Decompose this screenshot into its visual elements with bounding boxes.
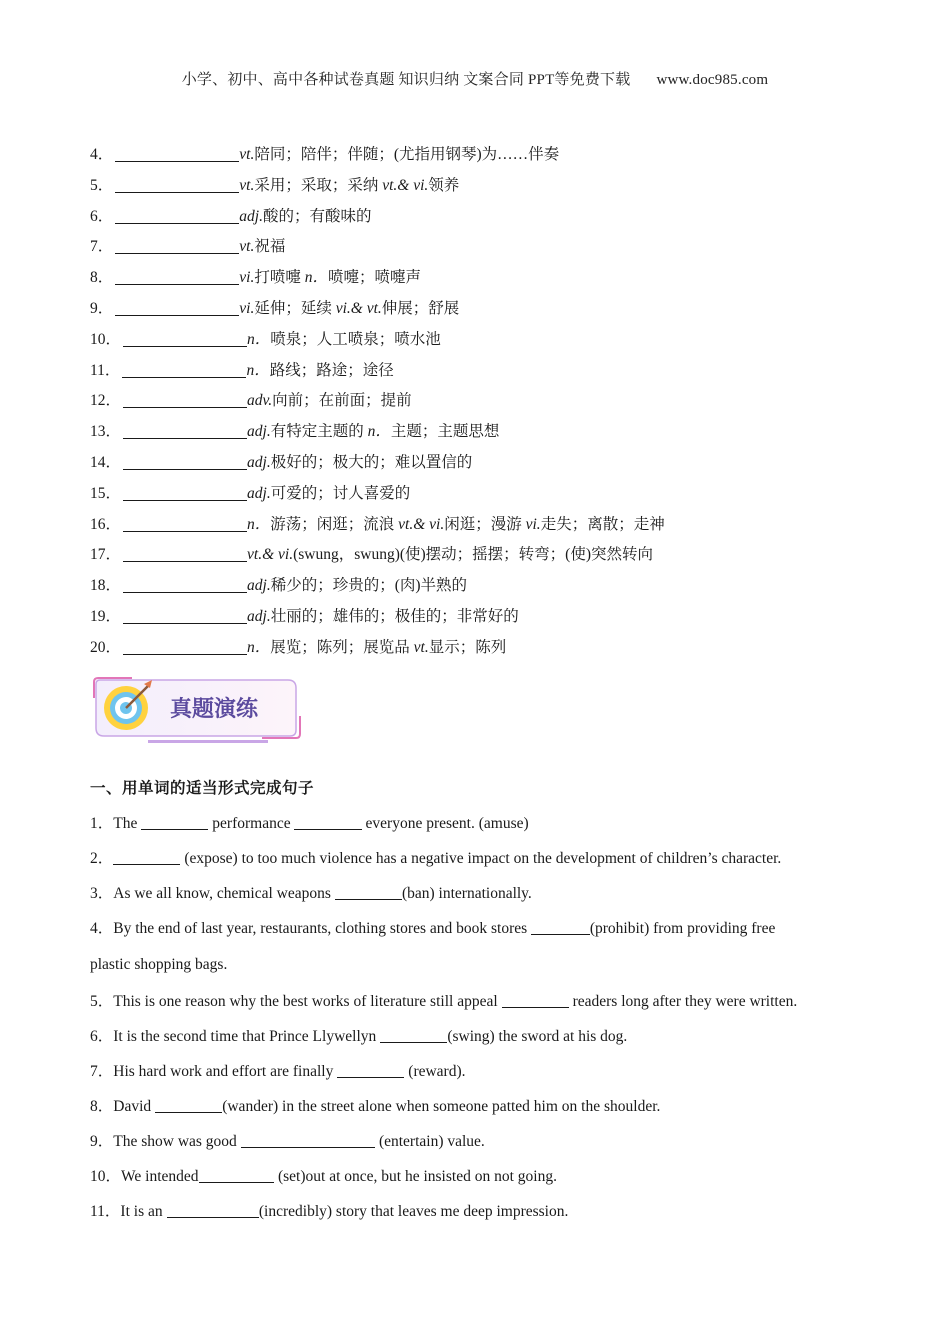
answer-blank[interactable]	[113, 849, 180, 865]
part-of-speech: adv.	[247, 392, 273, 410]
vocab-item	[90, 140, 890, 171]
part-of-speech: adj.	[247, 423, 271, 441]
answer-blank[interactable]	[123, 638, 247, 655]
vocab-number: 13．	[90, 423, 122, 441]
answer-blank[interactable]	[115, 268, 239, 285]
exercise-text: 2．	[90, 850, 114, 867]
exercise-text: readers long after they were written.	[568, 993, 798, 1010]
exercise-text: 4．By the end of last year, restaurants, clothing stores and book stores	[90, 920, 532, 937]
vocab-meaning: 领养	[428, 176, 460, 194]
part-of-speech: vt.	[239, 176, 255, 194]
vocab-meaning: 喷泉；人工喷泉；喷水池	[270, 330, 441, 348]
part-of-speech: vi.	[525, 515, 541, 533]
vocab-meaning: 极好的；极大的；难以置信的	[270, 453, 473, 471]
vocab-meaning: 有特定主题的	[270, 423, 368, 441]
vocab-number: 4．	[90, 146, 114, 163]
vocab-item	[90, 448, 890, 479]
exercise-text: 3．As we all know, chemical weapons	[90, 885, 335, 902]
part-of-speech: vt.	[239, 146, 255, 163]
vocab-number: 12．	[90, 392, 122, 410]
part-of-speech: vi.	[239, 299, 255, 317]
badge-label: 真题演练	[170, 697, 259, 722]
exercise-text: (incredibly) story that leaves me deep impression.	[258, 1203, 569, 1220]
part-of-speech: n．	[247, 638, 271, 656]
exercise-text: (set)out at once, but he insisted on not going.	[274, 1168, 557, 1185]
answer-blank[interactable]	[123, 545, 247, 562]
part-of-speech: n．	[247, 515, 271, 533]
vocab-meaning: 酸的；有酸味的	[262, 207, 372, 225]
exercise-text: performance	[208, 815, 295, 832]
vocab-item	[90, 202, 890, 233]
part-of-speech: n．	[246, 361, 270, 379]
vocab-number: 9．	[90, 299, 114, 317]
header-url[interactable]: www.doc985.com	[656, 72, 769, 88]
vocab-number: 6．	[90, 207, 114, 225]
exercise-text: 5．This is one reason why the best works of literature still appeal	[90, 993, 502, 1010]
page-header	[0, 68, 950, 89]
exercise-item	[90, 984, 880, 1019]
answer-blank[interactable]	[502, 992, 569, 1008]
vocab-item	[90, 386, 890, 417]
exercise-text: (ban) internationally.	[401, 885, 532, 902]
part-of-speech: adj.	[247, 453, 271, 471]
exercise-text: 11．It is an	[90, 1203, 167, 1220]
header-text: 小学、初中、高中各种试卷真题 知识归纳 文案合同 PPT等免费下载	[181, 72, 631, 88]
exercise-text: 10．We intended	[90, 1168, 199, 1185]
exercise-list	[90, 806, 880, 1229]
answer-blank[interactable]	[241, 1132, 375, 1148]
answer-blank[interactable]	[115, 207, 239, 224]
section-title: 一、用单词的适当形式完成句子	[90, 779, 315, 797]
exercise-text: 6．It is the second time that Prince Llywellyn	[90, 1028, 381, 1045]
vocab-item	[90, 602, 890, 633]
exercise-text: (expose) to too much violence has a negative impact on the development of children’s character.	[180, 850, 782, 867]
exercise-item	[90, 1019, 880, 1054]
exercise-text: (prohibit) from providing free	[589, 920, 776, 937]
answer-blank[interactable]	[123, 453, 247, 470]
answer-blank[interactable]	[199, 1167, 275, 1183]
vocab-number: 20．	[90, 638, 122, 656]
vocab-item	[90, 263, 890, 294]
answer-blank[interactable]	[115, 237, 239, 254]
part-of-speech: n．	[247, 330, 271, 348]
vocab-meaning: 陪同；陪伴；伴随；(尤指用钢琴)为……伴奏	[254, 146, 560, 163]
exercise-text: 7．His hard work and effort are finally	[90, 1063, 338, 1080]
exercise-text: 8．David	[90, 1098, 156, 1115]
vocab-meaning: 稀少的；珍贵的；(肉)半熟的	[270, 577, 468, 595]
vocab-meaning: 游荡；闲逛；流浪	[270, 515, 399, 533]
answer-blank[interactable]	[123, 391, 247, 408]
answer-blank[interactable]	[123, 422, 247, 439]
part-of-speech: vt.& vi.	[382, 176, 429, 194]
answer-blank[interactable]	[122, 361, 246, 378]
part-of-speech: adj.	[247, 577, 271, 595]
vocab-meaning: 路线；路途；途径	[269, 361, 394, 379]
part-of-speech: adj.	[247, 484, 271, 502]
vocab-meaning: 打喷嚏	[254, 269, 305, 287]
vocab-item	[90, 356, 890, 387]
vocab-number: 16．	[90, 515, 122, 533]
exercise-text: 1．The	[90, 815, 142, 832]
vocab-number: 17．	[90, 546, 122, 564]
answer-blank[interactable]	[380, 1027, 447, 1043]
part-of-speech: vi.& vt.	[335, 299, 382, 317]
answer-blank[interactable]	[123, 607, 247, 624]
exercise-text: plastic shopping bags.	[90, 956, 228, 973]
vocab-meaning: 祝福	[254, 238, 286, 256]
exercise-item	[90, 1159, 880, 1194]
vocab-meaning: 闲逛；漫游	[444, 515, 526, 533]
answer-blank[interactable]	[294, 814, 361, 830]
vocab-item	[90, 633, 890, 664]
vocab-meaning: 伸展；舒展	[381, 299, 460, 317]
exercise-item	[90, 876, 880, 911]
exercise-item	[90, 806, 880, 841]
answer-blank[interactable]	[115, 299, 239, 316]
vocab-number: 8．	[90, 269, 114, 287]
part-of-speech: vi.	[239, 269, 255, 287]
vocab-item	[90, 171, 890, 202]
vocab-item	[90, 571, 890, 602]
vocab-meaning: (swung，swung)(使)摆动；摇摆；转弯；(使)突然转向	[293, 546, 654, 564]
vocab-number: 14．	[90, 453, 122, 471]
answer-blank[interactable]	[123, 576, 247, 593]
vocab-meaning: 展览；陈列；展览品	[270, 638, 414, 656]
vocab-meaning: 喷嚏；喷嚏声	[327, 269, 421, 287]
exercise-text: (entertain) value.	[375, 1133, 485, 1150]
vocab-meaning: 显示；陈列	[428, 638, 507, 656]
answer-blank[interactable]	[123, 484, 247, 501]
exercise-text: (reward).	[404, 1063, 466, 1080]
vocab-meaning: 向前；在前面；提前	[272, 392, 412, 410]
section-badge	[92, 676, 302, 744]
vocab-item	[90, 540, 890, 571]
exercise-text: (swing) the sword at his dog.	[447, 1028, 628, 1045]
exercise-item	[90, 841, 880, 876]
answer-blank[interactable]	[123, 515, 247, 532]
vocab-number: 19．	[90, 607, 122, 625]
vocab-item	[90, 232, 890, 263]
vocab-number: 7．	[90, 238, 114, 256]
vocabulary-list	[90, 140, 890, 664]
answer-blank[interactable]	[335, 884, 402, 900]
exercise-text: (wander) in the street alone when someone patted him on the shoulder.	[222, 1098, 661, 1115]
vocab-item	[90, 294, 890, 325]
part-of-speech: adj.	[239, 207, 263, 225]
part-of-speech: vt.	[413, 638, 429, 656]
answer-blank[interactable]	[141, 814, 208, 830]
answer-blank[interactable]	[167, 1202, 259, 1218]
part-of-speech: vt.& vi.	[398, 515, 445, 533]
answer-blank[interactable]	[115, 145, 239, 162]
answer-blank[interactable]	[115, 176, 239, 193]
vocab-item	[90, 325, 890, 356]
answer-blank[interactable]	[337, 1062, 404, 1078]
exercise-item	[90, 1124, 880, 1159]
answer-blank[interactable]	[531, 919, 590, 935]
exercise-item	[90, 1194, 880, 1229]
exercise-text: 9．The show was good	[90, 1133, 241, 1150]
vocab-meaning: 可爱的；讨人喜爱的	[270, 484, 411, 502]
vocab-number: 15．	[90, 484, 122, 502]
answer-blank[interactable]	[155, 1097, 222, 1113]
vocab-number: 5．	[90, 176, 114, 194]
vocab-number: 18．	[90, 577, 122, 595]
exercise-item	[90, 911, 880, 984]
vocab-item	[90, 510, 890, 541]
part-of-speech: adj.	[247, 607, 271, 625]
exercise-item	[90, 1089, 880, 1124]
vocab-item	[90, 417, 890, 448]
exercise-text: everyone present. (amuse)	[361, 815, 529, 832]
answer-blank[interactable]	[123, 330, 247, 347]
part-of-speech: n．	[304, 269, 328, 287]
vocab-meaning: 走失；离散；走神	[540, 515, 665, 533]
part-of-speech: n．	[367, 423, 391, 441]
exercise-item	[90, 1054, 880, 1089]
vocab-meaning: 采用；采取；采纳	[254, 176, 383, 194]
part-of-speech: vt.	[239, 238, 255, 256]
vocab-number: 11．	[90, 361, 121, 379]
vocab-number: 10．	[90, 330, 122, 348]
vocab-meaning: 壮丽的；雄伟的；极佳的；非常好的	[270, 607, 519, 625]
vocab-meaning: 延伸；延续	[254, 299, 336, 317]
vocab-item	[90, 479, 890, 510]
vocab-meaning: 主题；主题思想	[390, 423, 500, 441]
part-of-speech: vt.& vi.	[247, 546, 294, 564]
